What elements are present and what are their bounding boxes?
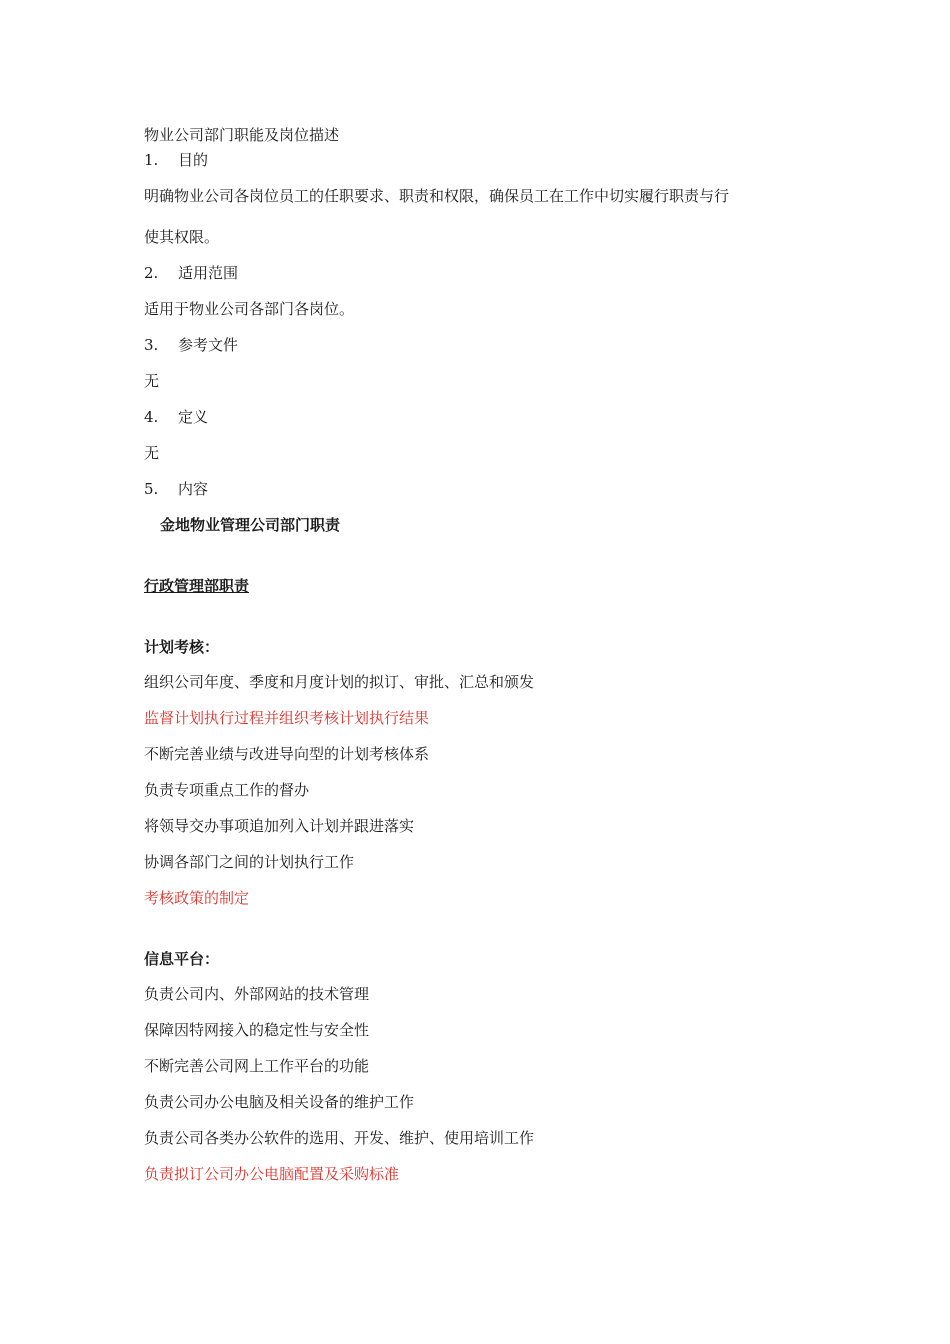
scope-text: 适用于物业公司各部门各岗位。 xyxy=(144,300,355,318)
company-heading: 金地物业管理公司部门职责 xyxy=(160,516,341,534)
plan-item: 组织公司年度、季度和月度计划的拟订、审批、汇总和颁发 xyxy=(144,673,535,691)
section-scope-heading xyxy=(144,263,238,283)
section-number: 1. xyxy=(144,151,159,169)
info-item: 负责公司办公电脑及相关设备的维护工作 xyxy=(144,1093,415,1111)
purpose-text-line-1: 明确物业公司各岗位员工的任职要求、职责和权限，确保员工在工作中切实履行职责与行 xyxy=(144,187,730,205)
section-label: 目的 xyxy=(178,151,209,169)
plan-heading: 计划考核： xyxy=(144,638,220,656)
department-heading: 行政管理部职责 xyxy=(144,577,250,595)
section-number: 4. xyxy=(144,408,159,426)
section-number: 2. xyxy=(144,264,159,282)
section-purpose-heading xyxy=(144,150,208,170)
reference-text: 无 xyxy=(144,372,160,390)
info-heading: 信息平台： xyxy=(144,950,220,968)
section-number: 5. xyxy=(144,480,159,498)
info-item-highlighted: 负责拟订公司办公电脑配置及采购标准 xyxy=(144,1165,400,1183)
section-label: 内容 xyxy=(178,480,209,498)
plan-item: 协调各部门之间的计划执行工作 xyxy=(144,853,355,871)
section-reference-heading xyxy=(144,335,238,355)
document-title: 物业公司部门职能及岗位描述 xyxy=(144,126,340,144)
plan-item-highlighted: 监督计划执行过程并组织考核计划执行结果 xyxy=(144,709,430,727)
section-content-heading xyxy=(144,479,208,499)
section-label: 参考文件 xyxy=(178,336,239,354)
plan-item-highlighted: 考核政策的制定 xyxy=(144,889,250,907)
info-item: 负责公司各类办公软件的选用、开发、维护、使用培训工作 xyxy=(144,1129,535,1147)
section-definition-heading xyxy=(144,407,208,427)
plan-item: 将领导交办事项追加列入计划并跟进落实 xyxy=(144,817,415,835)
info-item: 不断完善公司网上工作平台的功能 xyxy=(144,1057,370,1075)
definition-text: 无 xyxy=(144,444,160,462)
plan-item: 不断完善业绩与改进导向型的计划考核体系 xyxy=(144,745,430,763)
purpose-text-line-2: 使其权限。 xyxy=(144,228,220,246)
info-item: 负责公司内、外部网站的技术管理 xyxy=(144,985,370,1003)
section-number: 3. xyxy=(144,336,159,354)
info-item: 保障因特网接入的稳定性与安全性 xyxy=(144,1021,370,1039)
plan-item: 负责专项重点工作的督办 xyxy=(144,781,310,799)
section-label: 定义 xyxy=(178,408,209,426)
section-label: 适用范围 xyxy=(178,264,239,282)
